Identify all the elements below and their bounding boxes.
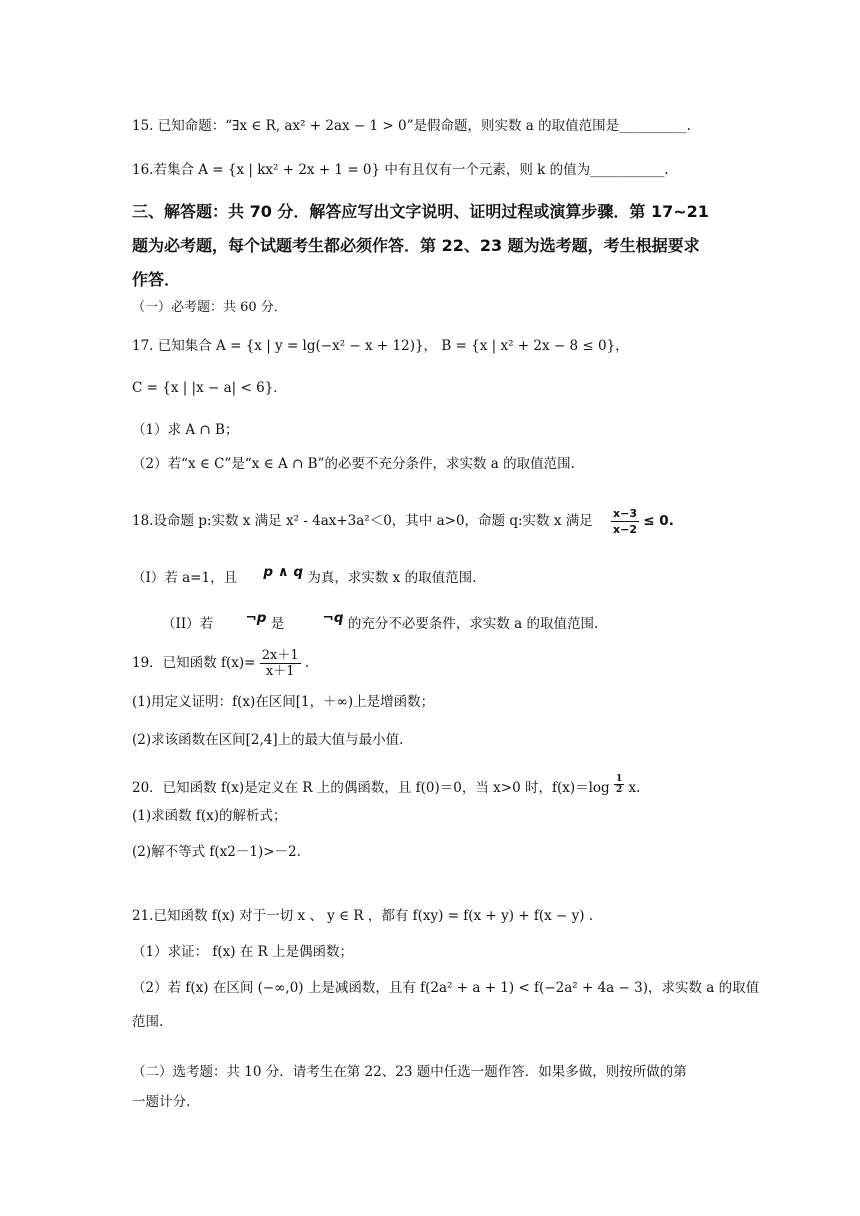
required-section-label: （一）必考题：共 60 分．	[132, 300, 287, 315]
q19-part2: (2)求该函数在区间[2,4]上的最大值与最小值.	[132, 732, 404, 748]
q19-fraction-denominator: x＋1	[265, 664, 295, 679]
q20-part1: (1)求函数 f(x)的解析式；	[132, 808, 287, 824]
q17-part1: （1）求 A ∩ B；	[132, 422, 239, 438]
q20-part2: (2)解不等式 f(x2－1)>－2.	[132, 844, 301, 860]
q21-stem: 21.已知函数 f(x) 对于一切 x 、 y ∈ R ，都有 f(xy) = f(x + y) + f(x − y) .	[132, 908, 594, 924]
q18-part1-prefix: （I）若 a=1，且	[132, 570, 238, 586]
q20-stem	[132, 774, 641, 799]
q18-part2-middle: 是	[270, 616, 285, 632]
elective-section-line2: 一题计分.	[132, 1094, 191, 1110]
q18-fraction-denominator: x−2	[613, 523, 637, 536]
q18-fraction	[611, 506, 639, 537]
q18-part1-expression: p ∧ q	[263, 564, 304, 580]
q20-log-base	[614, 774, 624, 795]
q21-part2-continued: 范围.	[132, 1014, 164, 1030]
q16-text: 16.若集合 A = {x | kx² + 2x + 1 = 0} 中有且仅有一个元素，则 k 的值为___________.	[132, 162, 669, 178]
elective-section-line1: （二）选考题：共 10 分．请考生在第 22、23 题中任选一题作答．如果多做，则按所做的第	[132, 1064, 687, 1080]
q18-part2-prefix: （II）若	[162, 616, 214, 632]
q19-stem	[132, 646, 309, 680]
q18-part1	[132, 564, 477, 588]
q15-text: 15. 已知命题：“∃x ∈ R, ax² + 2ax − 1 > 0”是假命题，则实数 a 的取值范围是__________.	[132, 118, 691, 134]
q18-fraction-numerator: x−3	[613, 507, 637, 520]
q18-stem	[132, 506, 674, 537]
q18-part2-not-p: ¬p	[245, 610, 267, 626]
q19-fraction	[260, 648, 301, 679]
q18-stem-text: 18.设命题 p:实数 x 满足 x² - 4ax+3a²＜0，其中 a>0，命题 q:实数 x 满足	[132, 513, 593, 529]
q20-stem-end: x.	[628, 780, 641, 796]
q17-line2: C = {x | |x − a| < 6}．	[132, 380, 287, 396]
q17-line1: 17. 已知集合 A = {x | y = lg(−x² − x + 12)}， B = {x | x² + 2x − 8 ≤ 0}，	[132, 338, 629, 354]
section3-heading-line3: 作答．	[132, 270, 181, 289]
q17-part2: （2）若“x ∈ C”是“x ∈ A ∩ B”的必要不充分条件，求实数 a 的取值范围.	[132, 456, 575, 472]
q20-log-base-numerator: 1	[615, 774, 623, 784]
section3-heading-line2: 题为必考题，每个试题考生都必须作答．第 22、23 题为选考题，考生根据要求	[132, 236, 700, 255]
q18-part2-not-q: ¬q	[322, 610, 344, 626]
q19-part1: (1)用定义证明：f(x)在区间[1，＋∞)上是增函数；	[132, 694, 435, 710]
section3-heading-line1: 三、解答题：共 70 分．解答应写出文字说明、证明过程或演算步骤．第 17~21	[132, 202, 709, 221]
q21-part1: （1）求证： f(x) 在 R 上是偶函数；	[132, 944, 354, 960]
q19-fraction-numerator: 2x＋1	[261, 648, 299, 663]
q19-stem-end: .	[304, 655, 310, 671]
q20-stem-text: 20．已知函数 f(x)是定义在 R 上的偶函数，且 f(0)＝0，当 x>0 时，f(x)＝log	[132, 780, 610, 796]
q18-part1-suffix: 为真，求实数 x 的取值范围.	[307, 570, 477, 586]
q19-stem-text: 19．已知函数 f(x)=	[132, 655, 256, 671]
q18-part2	[162, 610, 599, 634]
q18-part2-suffix: 的充分不必要条件，求实数 a 的取值范围.	[347, 616, 599, 632]
q20-log-base-denominator: 2	[615, 785, 623, 795]
q18-fraction-relation: ≤ 0.	[643, 513, 674, 529]
q21-part2: （2）若 f(x) 在区间 (−∞,0) 上是减函数，且有 f(2a² + a + 1) < f(−2a² + 4a − 3)，求实数 a 的取值	[132, 980, 760, 996]
